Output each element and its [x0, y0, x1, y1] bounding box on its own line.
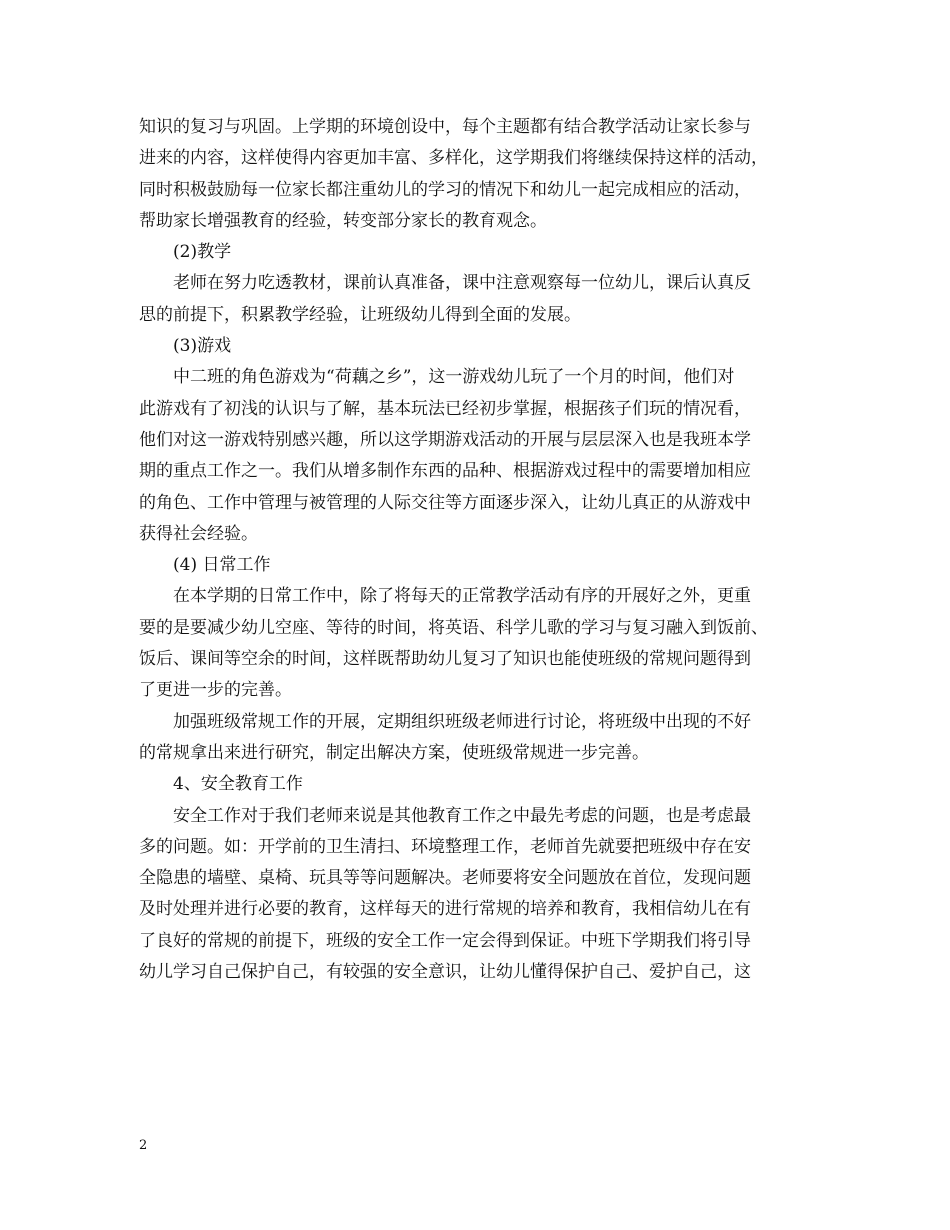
text-line-18: 饭后、课间等空余的时间，这样既帮助幼儿复习了知识也能使班级的常规问题得到 — [139, 649, 751, 670]
section-heading-games: (3)游戏 — [173, 336, 232, 357]
section-heading-safety: 4、安全教育工作 — [173, 774, 303, 795]
text-line-16: 在本学期的日常工作中，除了将每天的正常教学活动有序的开展好之外，更重 — [173, 586, 751, 607]
text-line-24: 多的问题。如：开学前的卫生清扫、环境整理工作，老师首先就要把班级中存在安 — [139, 836, 751, 857]
section-heading-daily-work: (4) 日常工作 — [173, 555, 271, 576]
text-line-27: 了良好的常规的前提下，班级的安全工作一定会得到保证。中班下学期我们将引导 — [139, 930, 751, 951]
text-line-26: 及时处理并进行必要的教育，这样每天的进行常规的培养和教育，我相信幼儿在有 — [139, 899, 751, 920]
text-line-14: 获得社会经验。 — [139, 523, 258, 544]
text-line-21: 的常规拿出来进行研究，制定出解决方案，使班级常规进一步完善。 — [139, 742, 649, 763]
document-body — [139, 112, 819, 988]
text-line-10: 此游戏有了初浅的认识与了解，基本玩法已经初步掌握，根据孩子们玩的情况看， — [139, 398, 751, 419]
text-line-2: 进来的内容，这样使得内容更加丰富、多样化，这学期我们将继续保持这样的活动， — [139, 148, 768, 169]
text-line-6: 老师在努力吃透教材，课前认真准备，课中注意观察每一位幼儿，课后认真反 — [173, 273, 751, 294]
text-line-12: 期的重点工作之一。我们从增多制作东西的品种、根据游戏过程中的需要增加相应 — [139, 461, 751, 482]
text-line-19: 了更进一步的完善。 — [139, 680, 292, 701]
text-line-13: 的角色、工作中管理与被管理的人际交往等方面逐步深入，让幼儿真正的从游戏中 — [139, 492, 751, 513]
page-number: 2 — [139, 1138, 148, 1153]
text-line-1: 知识的复习与巩固。上学期的环境创设中，每个主题都有结合教学活动让家长参与 — [139, 117, 751, 137]
section-heading-teaching: (2)教学 — [173, 242, 232, 263]
text-line-7: 思的前提下，积累教学经验，让班级幼儿得到全面的发展。 — [139, 304, 581, 325]
text-line-23: 安全工作对于我们老师来说是其他教育工作之中最先考虑的问题，也是考虑最 — [173, 805, 751, 826]
text-line-17: 要的是要减少幼儿空座、等待的时间，将英语、科学儿歌的学习与复习融入到饭前、 — [139, 617, 768, 638]
text-line-25: 全隐患的墙壁、桌椅、玩具等等问题解决。老师要将安全问题放在首位，发现问题 — [139, 868, 751, 889]
text-line-20: 加强班级常规工作的开展，定期组织班级老师进行讨论，将班级中出现的不好 — [173, 711, 751, 732]
text-line-4: 帮助家长增强教育的经验，转变部分家长的教育观念。 — [139, 210, 547, 231]
text-line-28: 幼儿学习自己保护自己，有较强的安全意识，让幼儿懂得保护自己、爱护自己，这 — [139, 962, 751, 983]
text-line-11: 他们对这一游戏特别感兴趣，所以这学期游戏活动的开展与层层深入也是我班本学 — [139, 429, 751, 450]
text-line-3: 同时积极鼓励每一位家长都注重幼儿的学习的情况下和幼儿一起完成相应的活动， — [139, 179, 751, 200]
text-line-9: 中二班的角色游戏为“荷藕之乡”，这一游戏幼儿玩了一个月的时间，他们对 — [173, 367, 735, 388]
